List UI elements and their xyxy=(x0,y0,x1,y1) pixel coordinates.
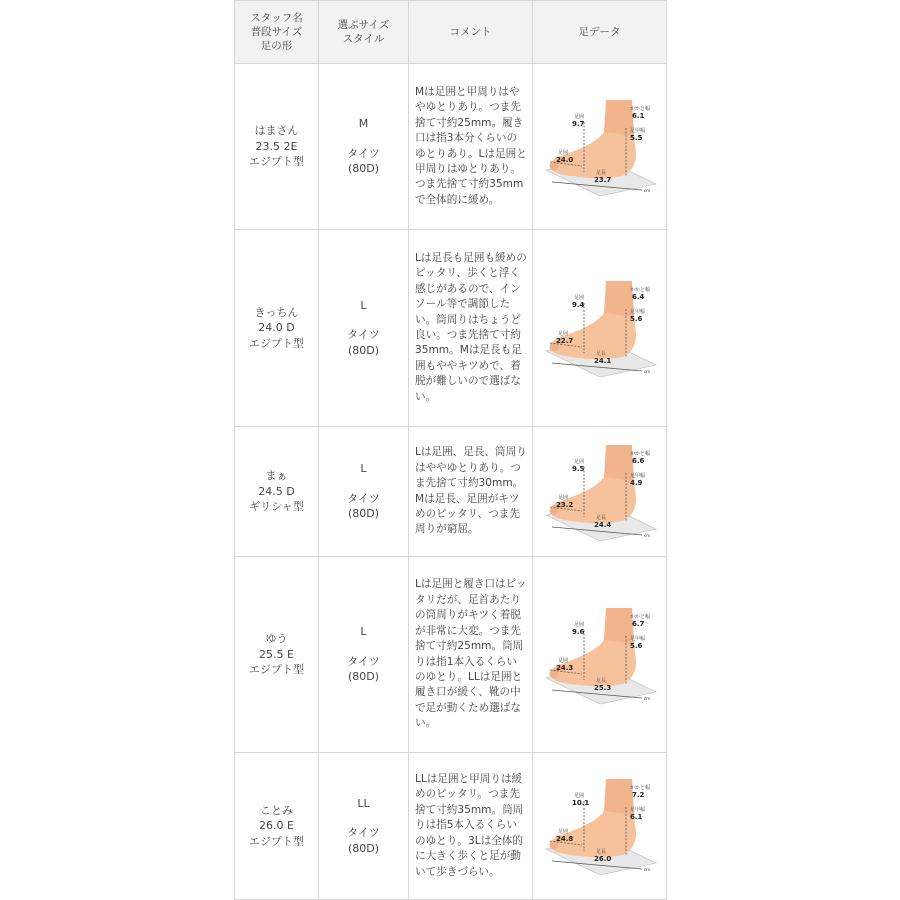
instep-value: 9.6 xyxy=(571,627,584,636)
foot-width-value: 4.9 xyxy=(629,478,642,487)
chosen-size: LL xyxy=(357,796,370,810)
instep-label: 足囲 xyxy=(573,458,584,465)
unit-label: cm xyxy=(643,695,650,701)
length-value: 24.4 xyxy=(593,520,611,529)
foot-shape: エジプト型 xyxy=(249,834,304,848)
style-denier: (80D) xyxy=(347,162,380,176)
style-cell xyxy=(319,427,409,557)
header-staff: スタッフ名 普段サイズ 足の形 xyxy=(235,1,319,64)
length-value: 26.0 xyxy=(593,855,611,863)
girth-value: 24.8 xyxy=(555,835,573,843)
header-comment: コメント xyxy=(409,1,533,64)
header-style: 選ぶサイズ スタイル xyxy=(319,1,409,64)
girth-value: 24.3 xyxy=(555,663,573,672)
heel-width-label: かかと幅 xyxy=(629,287,650,293)
instep-label: 足囲 xyxy=(573,621,584,628)
foot-data-cell xyxy=(533,753,667,900)
staff-name: ゆう xyxy=(265,632,288,646)
chosen-size: L xyxy=(360,625,367,639)
girth-value: 24.0 xyxy=(555,155,573,164)
length-value: 23.7 xyxy=(593,175,611,184)
comment-cell: Lは足囲、足長、筒周りはややゆとりあり。つま先捨て寸約30mm。Mは足長、足囲がキツめのピッタリ、つま先周りが窮屈。 xyxy=(409,427,533,557)
girth-label: 足囲 xyxy=(557,331,568,337)
instep-value: 9.4 xyxy=(571,301,584,309)
style-cell xyxy=(319,753,409,900)
size-comparison-table xyxy=(234,0,667,900)
usual-size: 24.5 D xyxy=(258,484,295,498)
length-label: 足長 xyxy=(595,351,606,357)
girth-label: 足囲 xyxy=(557,657,568,664)
usual-size: 26.0 E xyxy=(259,819,294,833)
style-type: タイツ xyxy=(347,328,380,342)
heel-width-value: 6.4 xyxy=(631,293,644,301)
length-value: 24.1 xyxy=(593,357,611,365)
unit-label: cm xyxy=(643,369,650,374)
chosen-size: M xyxy=(358,117,369,131)
foot-width-value: 5.6 xyxy=(629,641,642,650)
table-row xyxy=(235,427,667,557)
staff-name: きっちん xyxy=(254,305,299,319)
usual-size: 24.0 D xyxy=(258,321,295,335)
foot-width-label: 足甲幅 xyxy=(629,807,645,813)
usual-size: 23.5 2E xyxy=(255,139,298,153)
unit-label: cm xyxy=(643,187,650,193)
style-denier: (80D) xyxy=(347,841,380,855)
heel-width-label: かかと幅 xyxy=(629,105,650,112)
foot-width-label: 足甲幅 xyxy=(629,127,645,134)
foot-shape: ギリシャ型 xyxy=(249,500,304,514)
foot-diagram xyxy=(538,273,662,383)
staff-cell xyxy=(235,427,319,557)
foot-shape: エジプト型 xyxy=(249,155,304,169)
foot-diagram xyxy=(538,92,662,202)
instep-label: 足囲 xyxy=(573,113,584,120)
instep-label: 足囲 xyxy=(573,295,584,301)
length-label: 足長 xyxy=(595,849,606,855)
comment-cell: LLは足囲と甲周りは緩めのピッタリ。つま先捨て寸約35mm。筒周りは指5本入るくらいのゆとり。3Lは全体的に大きく歩くと足が動いて歩きづらい。 xyxy=(409,753,533,900)
usual-size: 25.5 E xyxy=(259,647,294,661)
staff-name: まぁ xyxy=(265,469,288,483)
foot-data-cell xyxy=(533,64,667,230)
heel-width-label: かかと幅 xyxy=(629,450,650,457)
table-row xyxy=(235,230,667,427)
staff-cell xyxy=(235,64,319,230)
girth-label: 足囲 xyxy=(557,494,568,501)
foot-data-cell xyxy=(533,557,667,753)
foot-width-label: 足甲幅 xyxy=(629,309,645,315)
style-cell xyxy=(319,64,409,230)
table-header-row xyxy=(235,1,667,64)
girth-label: 足囲 xyxy=(557,829,568,835)
table-row xyxy=(235,64,667,230)
heel-width-value: 6.1 xyxy=(631,111,644,120)
style-denier: (80D) xyxy=(347,670,380,684)
heel-width-label: かかと幅 xyxy=(629,785,650,791)
style-type: タイツ xyxy=(347,826,380,840)
foot-width-value: 5.6 xyxy=(629,315,642,323)
staff-name: はまさん xyxy=(254,124,299,138)
instep-value: 9.7 xyxy=(571,119,584,128)
style-type: タイツ xyxy=(347,491,380,505)
style-type: タイツ xyxy=(347,654,380,668)
table-row xyxy=(235,557,667,753)
chosen-size: L xyxy=(360,298,367,312)
unit-label: cm xyxy=(643,532,650,538)
comment-cell: Mは足囲と甲周りはややゆとりあり。つま先捨て寸約25mm。履き口は指3本分くらいのゆとりあり。Lは足囲と甲周りはゆとりあり。つま先捨て寸約35mmで全体的に緩め。 xyxy=(409,64,533,230)
foot-data-cell xyxy=(533,427,667,557)
foot-shape: エジプト型 xyxy=(249,336,304,350)
instep-value: 9.5 xyxy=(571,464,584,473)
girth-value: 23.2 xyxy=(555,500,573,509)
foot-data-cell xyxy=(533,230,667,427)
heel-width-value: 6.6 xyxy=(631,456,644,465)
comment-cell: Lは足囲と履き口はピッタリだが、足首あたりの筒周りがキツく着脱が非常に大変。つま先捨て寸約25mm。筒周りは指1本入るくらいのゆとり。LLは足囲と履き口が緩く、靴の中で足が動くため選ばない。 xyxy=(409,557,533,753)
staff-cell xyxy=(235,753,319,900)
foot-width-value: 5.5 xyxy=(629,133,642,142)
comment-cell: Lは足長も足囲も緩めのピッタリ、歩くと浮く感じがあるので、インソール等で調節したい。筒周りはちょうど良い。つま先捨て寸約35mm。Mは足長も足囲もややキツめで、着脱が難しいので選ばない。 xyxy=(409,230,533,427)
style-denier: (80D) xyxy=(347,343,380,357)
heel-width-value: 6.7 xyxy=(631,619,644,628)
header-foot-data: 足データ xyxy=(533,1,667,64)
girth-label: 足囲 xyxy=(557,149,568,156)
style-cell xyxy=(319,230,409,427)
unit-label: cm xyxy=(643,867,650,872)
foot-diagram xyxy=(538,600,662,710)
foot-width-value: 6.1 xyxy=(629,813,642,821)
heel-width-value: 7.2 xyxy=(631,791,644,799)
staff-cell xyxy=(235,557,319,753)
heel-width-label: かかと幅 xyxy=(629,613,650,620)
staff-cell xyxy=(235,230,319,427)
length-label: 足長 xyxy=(595,677,606,684)
foot-shape: エジプト型 xyxy=(249,663,304,677)
foot-width-label: 足甲幅 xyxy=(629,472,645,479)
style-type: タイツ xyxy=(347,146,380,160)
girth-value: 22.7 xyxy=(555,337,573,345)
foot-width-label: 足甲幅 xyxy=(629,635,645,642)
style-denier: (80D) xyxy=(347,507,380,521)
foot-diagram xyxy=(538,771,662,881)
style-cell xyxy=(319,557,409,753)
chosen-size: L xyxy=(360,462,367,476)
staff-name: ことみ xyxy=(260,803,293,817)
instep-value: 10.1 xyxy=(571,799,589,807)
length-label: 足長 xyxy=(595,514,606,521)
foot-diagram xyxy=(538,437,662,547)
length-label: 足長 xyxy=(595,169,606,176)
length-value: 25.3 xyxy=(593,683,611,692)
table-row xyxy=(235,753,667,900)
instep-label: 足囲 xyxy=(573,793,584,799)
